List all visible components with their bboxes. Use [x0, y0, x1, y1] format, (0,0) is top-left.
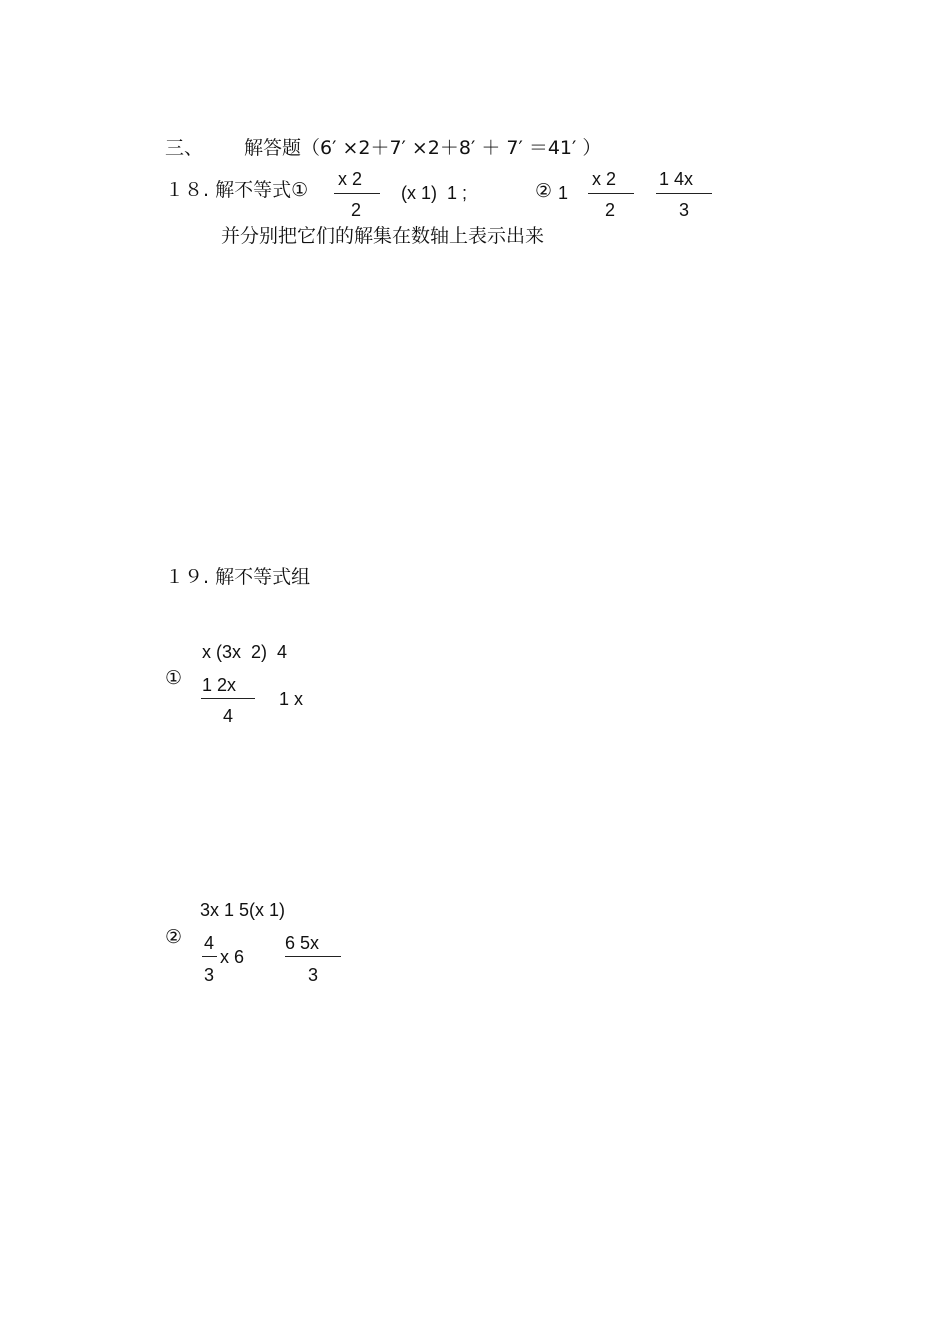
question-18-instruction: 并分别把它们的解集在数轴上表示出来: [221, 225, 545, 247]
question-18-label: １８. 解不等式①: [165, 179, 309, 201]
fraction-numerator: 4: [204, 933, 215, 953]
fraction-denominator: 3: [204, 965, 215, 985]
question-19-label: １９. 解不等式组: [165, 566, 311, 588]
system-1-line-2-rest: 1 x: [279, 689, 304, 709]
fraction-bar: [334, 193, 380, 194]
fraction-denominator: 3: [308, 965, 319, 985]
fraction-numerator: x 2: [338, 169, 363, 189]
inequality-2-lead: 1: [558, 183, 569, 203]
fraction-numerator: 1 4x: [659, 169, 694, 189]
fraction-bar: [201, 698, 255, 699]
fraction-denominator: 2: [351, 200, 362, 220]
fraction-bar: [202, 956, 217, 957]
fraction-denominator: 2: [605, 200, 616, 220]
section-number: 三、: [165, 137, 204, 159]
fraction-bar: [285, 956, 341, 957]
inequality-1-rest: (x 1) 1 ;: [401, 183, 468, 203]
fraction-bar: [588, 193, 634, 194]
fraction-denominator: 4: [223, 706, 234, 726]
circled-marker-2: ②: [535, 180, 553, 202]
system-2-line-2-middle: x 6: [220, 947, 245, 967]
circled-marker-1: ①: [165, 667, 183, 689]
circled-marker-2: ②: [165, 926, 183, 948]
fraction-bar: [656, 193, 712, 194]
fraction-numerator: 1 2x: [202, 675, 237, 695]
system-1-line-1: x (3x 2) 4: [202, 642, 288, 662]
section-title: 解答题（6′ ×2＋7′ ×2＋8′ ＋ 7′ ＝41′ ）: [244, 137, 602, 159]
fraction-denominator: 3: [679, 200, 690, 220]
fraction-numerator: 6 5x: [285, 933, 320, 953]
fraction-numerator: x 2: [592, 169, 617, 189]
system-2-line-1: 3x 1 5(x 1): [200, 900, 286, 920]
